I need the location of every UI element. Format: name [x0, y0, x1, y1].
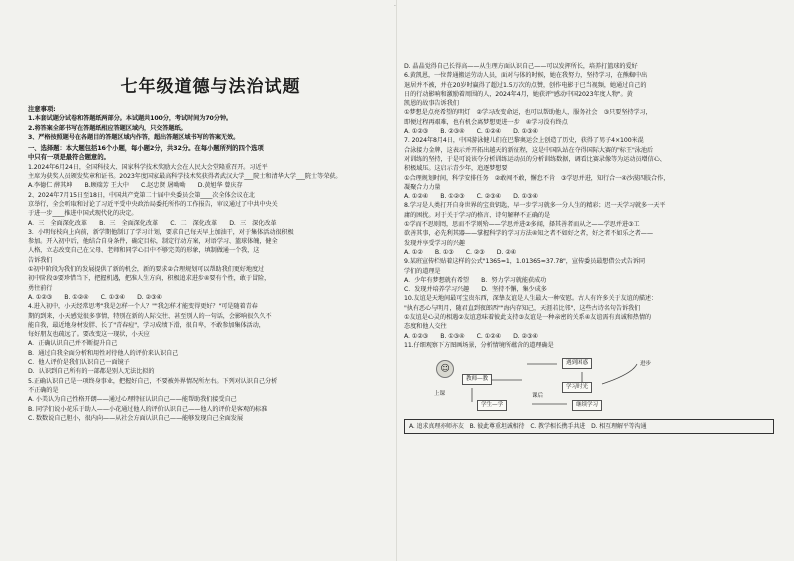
- question-line: ①合理规划时间，科学安排任务 ②敢闯不敢，懈怠不肯 ③学思并进，知行合一④沙漠四肢合作，: [404, 174, 670, 182]
- question-line: ①友谊是心灵的相遇②友谊意味着彼此支持③友谊是一种亲密的关系④友谊需有真诚和热情的: [404, 314, 652, 322]
- question-line: 期的到来，小天感觉很多事情，特别在新的人际交往、甚至别人的一句话，会影响很久久不: [28, 312, 272, 320]
- notes-list: [28, 114, 393, 142]
- question-line: 2、2024年7月15日至18日，中国共产党第二十届中央委员会第____次全体会议在北: [28, 191, 255, 199]
- diagram-label-class: 上课: [434, 391, 445, 398]
- question-line: A. ①②④ B. ①②③ C. ②③④ D. ①③④: [404, 193, 538, 201]
- question-line: 能自我，最近地身材发胖、长了"青春痘"，学习成绩下滑，很自卑，不敢参加集体活动，: [28, 321, 265, 329]
- diagram-arrows: [432, 354, 667, 416]
- question-line: 对训练的坚持，于是可说该夺分析训练运动员的分析训练数据，调看比赛录像等为运动员增信心、: [404, 155, 666, 163]
- question-line: 凝聚合力力量: [404, 183, 441, 191]
- question-line: 合泳接力金牌，这表示并开拓出越天的新征程，这是中国队站在夺得国际大赛的"标王"泳池后: [404, 146, 653, 154]
- question-line: D．认识到自己所有的一部都是别人无法比拟的: [28, 368, 155, 376]
- question-line: 主席为获奖人员颁发奖章和证书。2023年度国家最高科学技术奖获得者武汉大学___院士和清华大学___院士等荣获。: [28, 173, 342, 181]
- question-line: 每好朋友也疏远了。要改变这一现状，小天应: [28, 331, 150, 339]
- diagram-label-after: 课后: [532, 393, 543, 400]
- question-line: A．三 全面深化改革 B．三 全面深化改革 C．二 深化改革 D．三 深化改革: [28, 219, 277, 227]
- question-lines: [404, 62, 774, 350]
- question-line: C．发现并培养学习兴趣 D．坚持不懈，集少成多: [404, 286, 547, 294]
- q11-diagram: [432, 354, 667, 416]
- question-line: A．少年有梦想就有希望 B．努力学习就能获成功: [404, 276, 547, 284]
- question-line: "执有恶心与明月，随君直到夜郎西""海内存知己，天涯若比邻"，这些古诗名句告诉我们: [404, 304, 641, 312]
- note-line: 1.本套试题分试卷和答题纸两部分。本试题共100分，考试时间为70分钟。: [28, 115, 233, 123]
- question-line: 学们的道理是: [404, 267, 441, 275]
- question-line: 日的行动影响和激励着周围的人，2024年4月，她获评"感动中国2023年度人物"。黄: [404, 90, 633, 98]
- question-line: 欲善其事，必先利其器——掌握科学的学习方法④知之者不如好之者，好之者不如乐之者——: [404, 230, 653, 238]
- question-line: 不正确的是: [28, 386, 59, 394]
- question-line: A. ①② B. ①③ C. ②③ D. ②④: [404, 248, 517, 256]
- question-line: D. 晶晶觉得自己长得高——从生理方面认识自己——可以发挥所长，培养打篮球的爱好: [404, 63, 638, 70]
- diagram-box-confusion: 遇到困惑: [562, 358, 592, 369]
- question-line: C. 数数说自己胆小，很内向——从社会方面认识自己——能够发现自己全面发展: [28, 414, 243, 422]
- question-line: 积极域压。这启示青少年，追逐梦想要: [404, 165, 508, 173]
- question-line: 11.仔细观察下方图画场景，分析情境所蕴含的道理确是: [404, 341, 554, 349]
- diagram-box-study-time: 学习时光: [562, 382, 592, 393]
- question-line: 京举行，全会听取和讨论了习近平受中央政治局委托所作的工作报告，审议通过了中共中央关: [28, 200, 278, 208]
- note-line: 2.将答案全部书写在答题纸相应答题区域内，只交答题纸。: [28, 124, 187, 132]
- question-line: 即便过程再艰难，也有机会离梦想更进一步 ④学习没有终点: [404, 118, 568, 126]
- question-line: A. 小美认为自己性格开朗——通过心理特征认识自己——能帮助我们接受自己: [28, 396, 237, 404]
- question-lines: [28, 163, 393, 423]
- diagram-label-progress: 进步: [640, 361, 651, 368]
- question-line: 态度和他人交往: [404, 323, 447, 331]
- diagram-box-continue: 继续学习: [572, 400, 602, 411]
- question-line: 8.学习是人类打开自身世界的宝贵钥匙，早一步学习就多一分人生的精彩；迟一天学习就多一天平: [404, 202, 666, 210]
- teacher-figure-icon: ☺: [436, 360, 454, 378]
- question-line: C．他人评价是我们认识自己一面镜子: [28, 359, 130, 367]
- page-fold: [396, 0, 397, 561]
- question-line: 凯恩的故事告诉我们: [404, 100, 459, 108]
- section-heading-cont: 中只有一项是最符合题意的。: [28, 153, 110, 162]
- corner-mark: ·: [394, 3, 396, 10]
- question-line: ①初中阶段为我们的发展提供了新的机会，新的要求②合理规划可以帮助我们更好地度过: [28, 266, 265, 274]
- question-line: 10.友谊是天地间最可宝贵东西，深挚友谊是人生最大一种安慰。古人有许多关于友谊的描述：: [404, 295, 658, 303]
- question-line: 退居并不被，并在20岁时赢得了超过1.5万次的点赞，创作电影于已当视频，她通过自己的: [404, 81, 647, 89]
- question-line: 4.进入初中，小天经常思考"我是怎样一个人？""我怎样才能变得更好？"可是随着青春: [28, 303, 258, 311]
- question-line: 9.某班宣传栏贴着这样的公式"1365=1，1.01365≈37.78"，宣传委员最想借公式告诉同: [404, 258, 645, 266]
- question-line: 7. 2024年8月4日，中国游泳健儿们在巴黎奥运会上创造了历史，获得了男子4×100米混: [404, 137, 644, 145]
- question-line: 庸的困扰。对于关于学习的格言、诗句解释不正确的是: [404, 211, 551, 219]
- question-line: 5.正确认识自己是一项终身事业，把握好自己，不要被外界情况所左右。下列对认识自己分析: [28, 377, 278, 385]
- question-line: 于进一步____推进中国式现代化的决定。: [28, 210, 138, 218]
- question-line: A. ①②③ B. ②③④ C. ①②④ D. ①③④: [404, 128, 538, 136]
- question-line: 3．小明每枝向上向前，新学期他制订了学习计划，要求自己每天早上加油干，对于集体活动很积极: [28, 228, 294, 236]
- question-line: 参加。开入初中后，他结合自身条件，确定目标，制定行动方案，对语学习、篮球体魄，健全: [28, 238, 278, 246]
- diagram-box-student: 学生—学: [477, 400, 507, 411]
- question-line: 告诉我们: [28, 256, 53, 264]
- diagram-box-teacher: 教师—教: [462, 374, 492, 385]
- q11-options-box: A. 追求真理亦师亦友 B. 彼此尊重坦诚相待 C. 教学相长携手共进 D. 相互理解平等沟通: [404, 419, 774, 434]
- left-column: [28, 0, 393, 561]
- question-line: 1.2024年6月24日，全国科技大、国家科学技术奖励大会在人民大会堂隆重召开。习近平: [28, 163, 268, 171]
- note-line: 3、严格按照题号在各题目的答题区域内作答，超出答题区域书写的答案无效。: [28, 133, 240, 141]
- question-line: A．正确认识自己并不断提升自己: [28, 340, 118, 348]
- right-column: [404, 0, 774, 561]
- question-line: A. ①②③ B. ①③④ C. ①②④ D. ②③④: [404, 332, 538, 340]
- question-line: A.李德仁 薛其坤 B.顾瑞芳 王大中 C.赵忠贤 屠呦呦 D.黄旭华 曾庆存: [28, 182, 243, 190]
- question-line: 6.黄凯恩，一位普通搬运劳动人员，面对与体的时候，她在我努力，坚持学习，在熊蜘中出: [404, 72, 648, 80]
- question-line: B. 同学们说小花乐于助人——小花通过他人的评价认识自己——他人的评价是客观的标准: [28, 405, 268, 413]
- question-line: ①学而不思则罔，思而不学则殆——学思并进②多闻，择其善者而从之——学思并进③工: [404, 221, 640, 229]
- question-line: 发现并享受学习的兴趣: [404, 239, 465, 247]
- question-line: 人格，立志改变自己在父母、老师和同学心目中不够完美的形象，填制做通一个我，这: [28, 247, 260, 255]
- section-heading: 一、选择题：本大题包括16个小题，每小题2分，共32分。在每小题所列的四个选项: [28, 144, 264, 153]
- exam-title: 七年级道德与法治试题: [120, 77, 301, 97]
- question-line: B．通过自我全面分析和用性对待他人的评价来认识自己: [28, 349, 179, 357]
- question-line: ①梦想是点亮希望的明灯 ②学习改变命运，也可以帮助他人，服务社会 ③只要坚持学习，: [404, 109, 652, 117]
- question-line: A. ①②③ B. ①②④ C. ①③④ D. ②③④: [28, 293, 162, 301]
- question-line: 勇往前行: [28, 284, 53, 292]
- notes-heading: 注意事项:: [28, 105, 56, 113]
- question-line: 初中阶段③要珍惜当下，把握机遇，把准人生方向，积极追求进步④要有个性，敢于冒险，: [28, 275, 271, 283]
